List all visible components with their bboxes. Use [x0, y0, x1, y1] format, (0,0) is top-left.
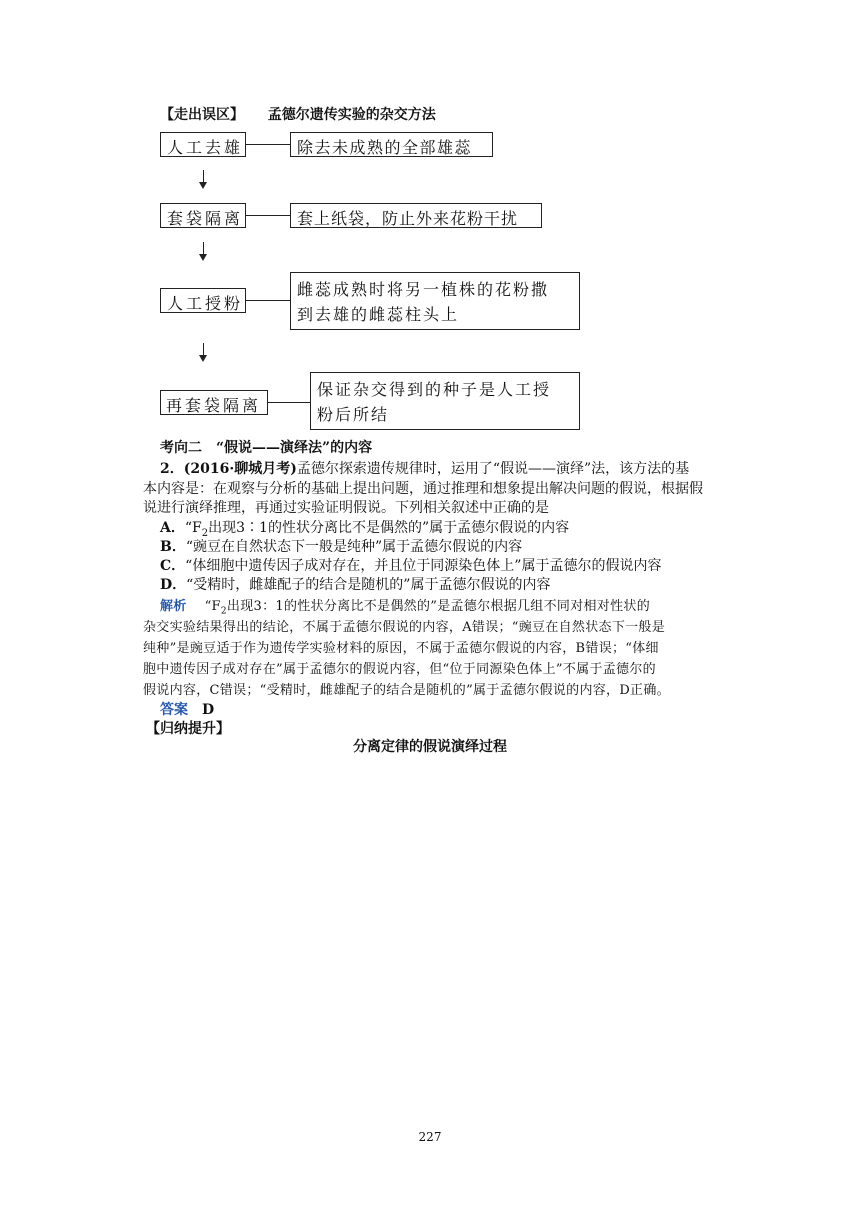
explanation-label: 解析	[160, 599, 187, 614]
flow-desc-2	[290, 203, 542, 228]
option-c-label: C．	[160, 558, 186, 574]
flow-desc-2-line-1: 套上纸袋，防止外来花粉干扰	[297, 209, 519, 228]
flow-desc-4	[310, 372, 580, 430]
flow-desc-3-line-2: 到去雄的雌蕊柱头上	[297, 305, 460, 324]
option-b-label: B．	[160, 539, 186, 555]
header-tag: 【走出误区】	[160, 107, 244, 123]
option-a-text-pre: “F	[184, 520, 202, 536]
explanation-line-3: 纯种”是豌豆适于作为遗传学实验材料的原因，不属于孟德尔假说的内容，B错误；“体细	[143, 641, 659, 656]
flow-step-3	[160, 288, 246, 313]
flow-step-1	[160, 132, 246, 157]
answer-value: D	[202, 702, 215, 718]
explanation-line-1-pre: “F	[204, 599, 221, 614]
option-d-label: D．	[160, 577, 187, 593]
flow-connector-3	[246, 300, 290, 301]
question-line-3: 说进行演绎推理，再通过实验证明假说。下列相关叙述中正确的是	[143, 500, 549, 516]
header-title: 孟德尔遗传实验的杂交方法	[267, 107, 436, 123]
flow-step-4-label: 再套袋隔离	[166, 396, 262, 415]
flow-desc-1	[290, 132, 493, 157]
flow-step-1-label: 人工去雄	[167, 138, 244, 157]
option-d	[160, 576, 550, 594]
flow-desc-3-line-1: 雌蕊成熟时将另一植株的花粉撒	[297, 280, 550, 299]
section-2-title: 考向二 “假说——演绎法”的内容	[160, 440, 373, 456]
explanation-line-1-sub: 2	[220, 606, 227, 617]
explanation-line-4: 胞中遗传因子成对存在”属于孟德尔的假说内容，但“位于同源染色体上”不属于孟德尔的	[143, 662, 656, 677]
option-a-label: A．	[160, 520, 185, 536]
flow-desc-4-line-2: 粉后所结	[317, 405, 390, 424]
question-source: (2016·聊城月考)	[183, 461, 297, 477]
summary-tag: 【归纳提升】	[146, 721, 230, 737]
flow-step-2-label: 套袋隔离	[167, 209, 244, 228]
question-line-1	[160, 460, 689, 478]
down-arrow-icon	[199, 182, 207, 189]
option-a-text-post: 出现3∶1的性状分离比不是偶然的”属于孟德尔假说的内容	[208, 520, 570, 536]
flow-connector-1	[246, 144, 290, 145]
flow-step-4	[160, 390, 268, 415]
option-a-sub: 2	[201, 527, 209, 539]
question-number: 2．	[160, 461, 184, 477]
explanation-line-2: 杂交实验结果得出的结论，不属于孟德尔假说的内容，A错误；“豌豆在自然状态下一般是	[143, 620, 666, 635]
flow-step-3-label: 人工授粉	[167, 294, 244, 313]
flow-desc-1-line-1: 除去未成熟的全部雄蕊	[297, 138, 473, 157]
flow-desc-4-line-1: 保证杂交得到的种子是人工授	[317, 380, 552, 399]
option-d-text: “受精时，雌雄配子的结合是随机的”属于孟德尔假说的内容	[186, 577, 551, 593]
answer-line	[160, 701, 214, 719]
down-arrow-icon	[199, 254, 207, 261]
down-arrow-icon	[199, 355, 207, 362]
question-line-2: 本内容是：在观察与分析的基础上提出问题，通过推理和想象提出解决问题的假说，根据假	[143, 481, 703, 497]
option-b-text: “豌豆在自然状态下一般是纯种”属于孟德尔假说的内容	[185, 539, 523, 555]
flow-connector-4	[268, 402, 310, 403]
section-header	[160, 106, 436, 124]
option-b	[160, 538, 522, 556]
question-text-1: 孟德尔探索遗传规律时，运用了“假说——演绎”法，该方法的基	[296, 461, 690, 477]
explanation-line-5: 假说内容，C错误；“受精时，雌雄配子的结合是随机的”属于孟德尔假说的内容，D正确。	[143, 683, 670, 698]
option-c-text: “体细胞中遗传因子成对存在，并且位于同源染色体上”属于孟德尔的假说内容	[185, 558, 662, 574]
answer-label: 答案	[160, 702, 188, 718]
flow-step-2	[160, 203, 246, 228]
flow-connector-2	[246, 215, 290, 216]
page-number: 227	[418, 1130, 442, 1144]
explanation-line-1-post: 出现3：1的性状分离比不是偶然的”是孟德尔根据几组不同对相对性状的	[226, 599, 651, 614]
option-c	[160, 557, 661, 575]
summary-title: 分离定律的假说演绎过程	[353, 739, 507, 755]
flow-desc-3	[290, 272, 580, 330]
